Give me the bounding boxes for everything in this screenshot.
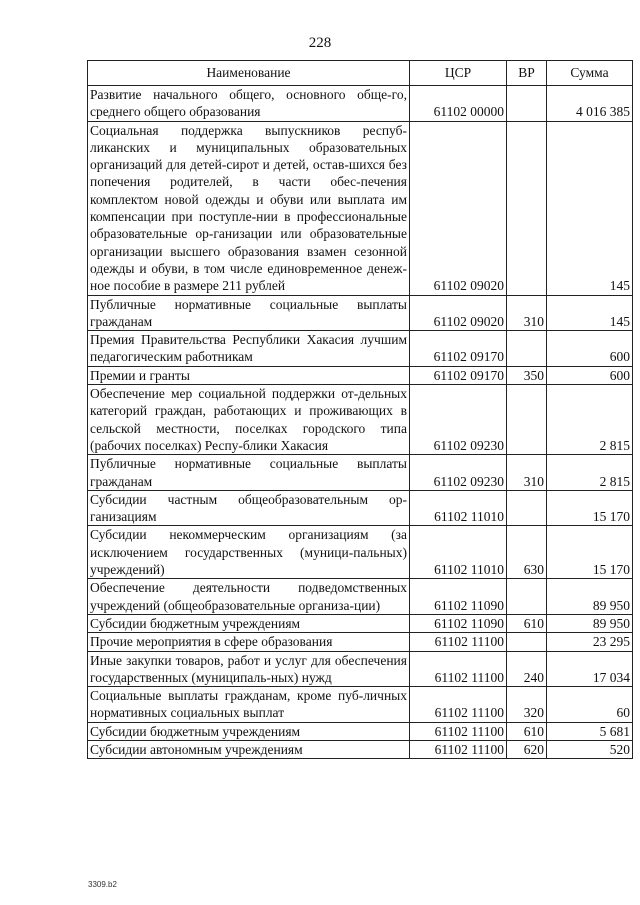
row-csr: 61102 11090 — [410, 579, 507, 615]
row-csr: 61102 11100 — [410, 651, 507, 687]
row-vr — [507, 86, 547, 122]
row-name: Социальные выплаты гражданам, кроме пуб-личных нормативных социальных выплат — [88, 687, 410, 723]
header-name: Наименование — [88, 61, 410, 86]
row-name: Субсидии автономным учреждениям — [88, 740, 410, 758]
row-sum: 60 — [547, 687, 633, 723]
row-vr: 610 — [507, 722, 547, 740]
row-sum: 2 815 — [547, 455, 633, 491]
row-csr: 61102 09230 — [410, 455, 507, 491]
table-body — [88, 86, 633, 759]
row-name: Прочие мероприятия в сфере образования — [88, 633, 410, 651]
row-csr: 61102 09170 — [410, 366, 507, 384]
table-row — [88, 526, 633, 579]
row-name: Премия Правительства Республики Хакасия лучшим педагогическим работникам — [88, 331, 410, 367]
row-vr — [507, 385, 547, 455]
page-number: 228 — [308, 35, 332, 51]
budget-table — [87, 60, 633, 759]
row-vr — [507, 331, 547, 367]
row-name: Публичные нормативные социальные выплаты гражданам — [88, 455, 410, 491]
row-sum: 4 016 385 — [547, 86, 633, 122]
row-sum: 600 — [547, 366, 633, 384]
header-sum: Сумма — [547, 61, 633, 86]
row-sum: 2 815 — [547, 385, 633, 455]
row-csr: 61102 11100 — [410, 633, 507, 651]
table-row — [88, 331, 633, 367]
row-vr: 630 — [507, 526, 547, 579]
row-name: Субсидии частным общеобразовательным ор-ганизациям — [88, 490, 410, 526]
row-csr: 61102 09020 — [410, 121, 507, 295]
table-row — [88, 579, 633, 615]
table-row — [88, 455, 633, 491]
row-csr: 61102 11090 — [410, 614, 507, 632]
row-vr: 320 — [507, 687, 547, 723]
table-row — [88, 86, 633, 122]
row-name: Социальная поддержка выпускников респуб-ликанских и муниципальных образовательных организаций для детей-сирот и детей, остав-шихся без попечения родителей, в части обес-печения комплектом новой одежды и обуви или выплата им компенсации при поступле-нии в профессиональные образовательные ор-ганизации или образовательные организации высшего образования взамен сезонной одежды и обуви, в том числе единовременное денеж-ное пособие в размере 211 рублей — [88, 121, 410, 295]
row-csr: 61102 09020 — [410, 295, 507, 331]
row-name: Премии и гранты — [88, 366, 410, 384]
table-row — [88, 121, 633, 295]
table-row — [88, 633, 633, 651]
row-name: Обеспечение деятельности подведомственных учреждений (общеобразовательные организа-ции) — [88, 579, 410, 615]
header-csr: ЦСР — [410, 61, 507, 86]
row-sum: 15 170 — [547, 490, 633, 526]
row-vr: 620 — [507, 740, 547, 758]
table-header — [88, 61, 633, 86]
table-row — [88, 740, 633, 758]
row-vr — [507, 490, 547, 526]
row-name: Субсидии бюджетным учреждениям — [88, 614, 410, 632]
row-csr: 61102 00000 — [410, 86, 507, 122]
table-row — [88, 614, 633, 632]
table-row — [88, 490, 633, 526]
row-name: Обеспечение мер социальной поддержки от-дельных категорий граждан, работающих и проживающих в сельской местности, поселках городского типа (рабочих поселках) Респу-блики Хакасия — [88, 385, 410, 455]
footer-mark: 3309.b2 — [88, 880, 117, 889]
row-sum: 600 — [547, 331, 633, 367]
row-name: Развитие начального общего, основного обще-го, среднего общего образования — [88, 86, 410, 122]
table-header-row — [88, 61, 633, 86]
table-row — [88, 722, 633, 740]
row-vr: 610 — [507, 614, 547, 632]
row-name: Публичные нормативные социальные выплаты гражданам — [88, 295, 410, 331]
row-sum: 17 034 — [547, 651, 633, 687]
row-vr: 240 — [507, 651, 547, 687]
row-name: Субсидии некоммерческим организациям (за исключением государственных (муници-пальных) учреждений) — [88, 526, 410, 579]
row-csr: 61102 09170 — [410, 331, 507, 367]
row-csr: 61102 11010 — [410, 490, 507, 526]
row-csr: 61102 11100 — [410, 687, 507, 723]
row-sum: 145 — [547, 295, 633, 331]
table-row — [88, 295, 633, 331]
row-vr: 310 — [507, 455, 547, 491]
row-name: Иные закупки товаров, работ и услуг для обеспечения государственных (муниципаль-ных) нужд — [88, 651, 410, 687]
row-csr: 61102 11100 — [410, 740, 507, 758]
row-sum: 89 950 — [547, 614, 633, 632]
row-vr: 310 — [507, 295, 547, 331]
header-vr: ВР — [507, 61, 547, 86]
row-vr: 350 — [507, 366, 547, 384]
row-vr — [507, 579, 547, 615]
row-vr — [507, 121, 547, 295]
row-name: Субсидии бюджетным учреждениям — [88, 722, 410, 740]
row-sum: 145 — [547, 121, 633, 295]
row-sum: 520 — [547, 740, 633, 758]
row-csr: 61102 11010 — [410, 526, 507, 579]
table-row — [88, 385, 633, 455]
row-sum: 23 295 — [547, 633, 633, 651]
table-row — [88, 687, 633, 723]
table-row — [88, 366, 633, 384]
row-csr: 61102 11100 — [410, 722, 507, 740]
row-vr — [507, 633, 547, 651]
row-sum: 89 950 — [547, 579, 633, 615]
row-sum: 15 170 — [547, 526, 633, 579]
row-csr: 61102 09230 — [410, 385, 507, 455]
table-row — [88, 651, 633, 687]
row-sum: 5 681 — [547, 722, 633, 740]
